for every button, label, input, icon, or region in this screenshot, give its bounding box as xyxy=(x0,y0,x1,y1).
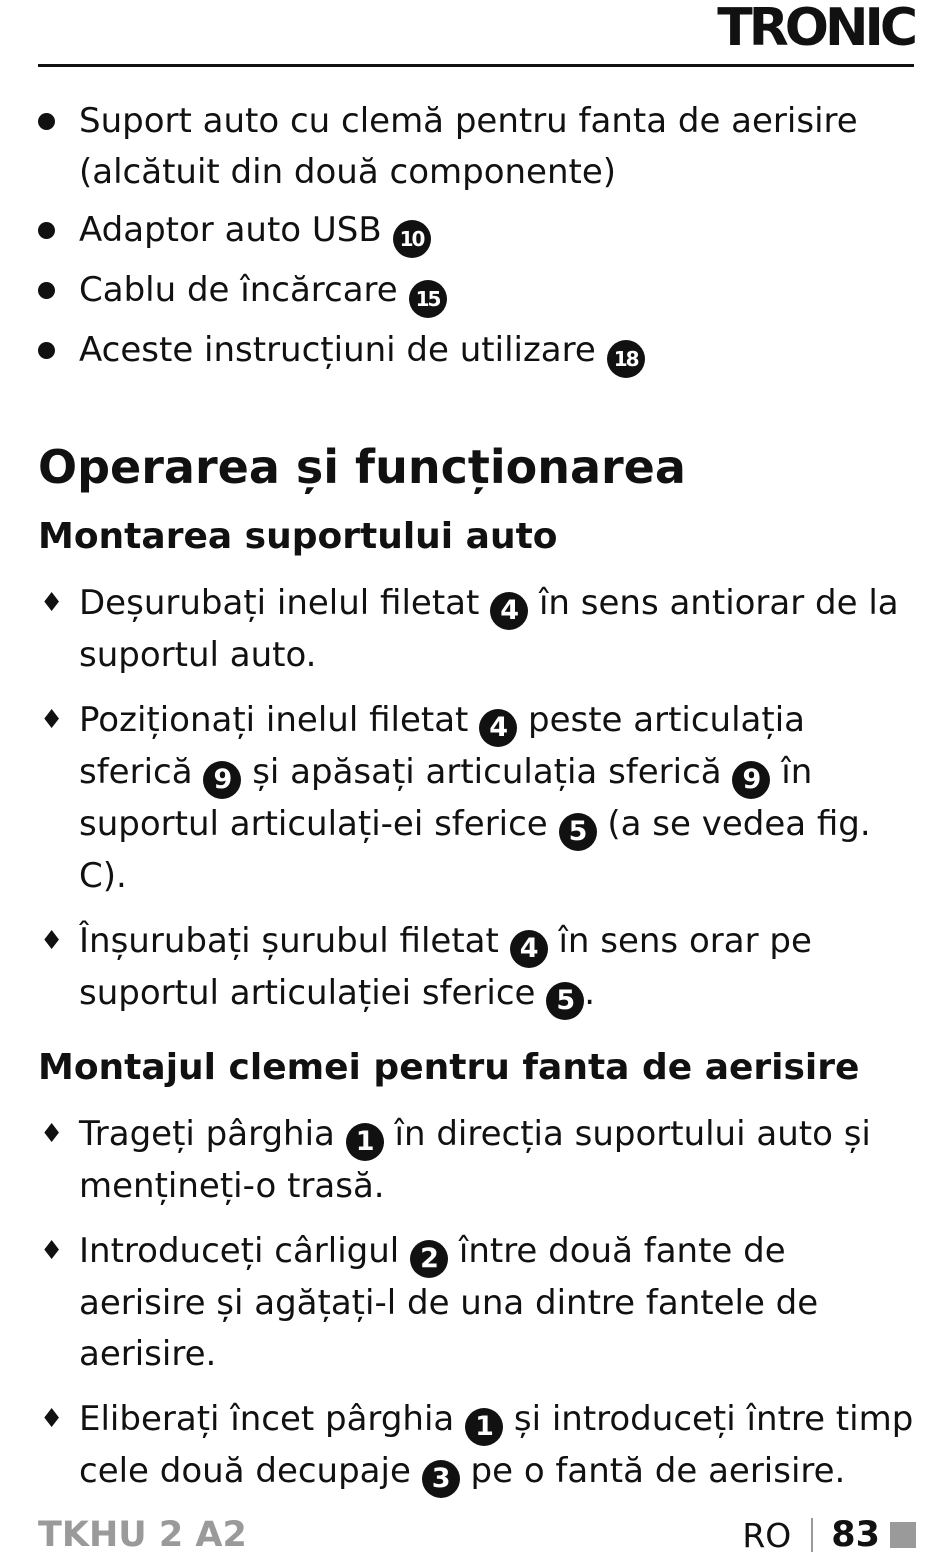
footer-model: TKHU 2 A2 xyxy=(38,1515,247,1555)
step-text: în suportul articulați-ei sferice xyxy=(79,751,813,844)
step-item xyxy=(38,1109,914,1212)
list-item-text: Cablu de încărcare xyxy=(79,270,398,310)
page-number: 83 xyxy=(831,1515,880,1555)
subsection-heading-mount-clip: Montajul clemei pentru fanta de aerisire xyxy=(38,1046,860,1088)
ref-marker: 18 xyxy=(607,340,645,378)
ref-marker: 5 xyxy=(546,982,584,1020)
ref-marker: 3 xyxy=(422,1460,460,1498)
step-text: pe o fantă de aerisire. xyxy=(470,1450,846,1491)
list-item xyxy=(38,96,914,198)
step-text: și introduceți între timp cele două decupaje xyxy=(79,1398,914,1491)
bullet-dot-icon xyxy=(38,282,55,299)
mount-holder-steps xyxy=(38,578,914,1020)
step-text: Înșurubați șurubul filetat xyxy=(79,920,499,961)
step-item xyxy=(38,1394,914,1498)
section-title: Operarea și funcționarea xyxy=(38,440,686,494)
ref-marker: 1 xyxy=(346,1123,384,1161)
step-text: în sens orar pe suportul articulației sferice xyxy=(79,920,812,1013)
ref-marker: 15 xyxy=(409,280,447,318)
step-item xyxy=(38,578,914,681)
list-item-text: Adaptor auto USB xyxy=(79,210,382,250)
diamond-bullet-icon: ♦ xyxy=(40,1118,64,1149)
step-text: între două fante de aerisire și agățați-l de una dintre fantele de aerisire. xyxy=(79,1230,819,1374)
step-item xyxy=(38,1226,914,1380)
header-rule xyxy=(38,64,914,67)
diamond-bullet-icon: ♦ xyxy=(40,1235,64,1266)
ref-marker: 4 xyxy=(510,930,548,968)
ref-marker: 9 xyxy=(203,761,241,799)
step-text: Trageți pârghia xyxy=(79,1113,335,1154)
ref-marker: 4 xyxy=(479,709,517,747)
step-text: Eliberați încet pârghia xyxy=(79,1398,455,1439)
diamond-bullet-icon: ♦ xyxy=(40,587,64,618)
step-text: Poziționați inelul filetat xyxy=(79,699,469,740)
list-item xyxy=(38,325,914,378)
diamond-bullet-icon: ♦ xyxy=(40,1403,64,1434)
step-text: Deșurubați inelul filetat xyxy=(79,582,480,623)
footer-page-info xyxy=(742,1513,916,1557)
ref-marker: 5 xyxy=(559,813,597,851)
ref-marker: 4 xyxy=(490,592,528,630)
bullet-dot-icon xyxy=(38,222,55,239)
step-text: (a se vedea fig. C). xyxy=(79,803,871,896)
list-item xyxy=(38,265,914,318)
list-item-text: Suport auto cu clemă pentru fanta de aerisire (alcătuit din două componente) xyxy=(79,101,858,192)
diamond-bullet-icon: ♦ xyxy=(40,925,64,956)
step-text: peste articulația sferică xyxy=(79,699,805,792)
ref-marker: 2 xyxy=(410,1240,448,1278)
subsection-heading-mount-holder: Montarea suportului auto xyxy=(38,515,558,557)
footer-language: RO xyxy=(742,1515,792,1555)
step-item xyxy=(38,695,914,902)
ref-marker: 10 xyxy=(393,220,431,258)
mount-clip-steps xyxy=(38,1109,914,1498)
step-text: Introduceți cârligul xyxy=(79,1230,400,1271)
step-text: în direcția suportului auto și mențineți-o trasă. xyxy=(79,1113,871,1206)
list-item-text: Aceste instrucțiuni de utilizare xyxy=(79,330,596,370)
ref-marker: 1 xyxy=(465,1408,503,1446)
ref-marker: 9 xyxy=(732,761,770,799)
page-content xyxy=(38,96,914,1512)
package-contents-list xyxy=(38,96,914,378)
list-item xyxy=(38,205,914,258)
brand-logo: TRONIC xyxy=(717,0,914,58)
bullet-dot-icon xyxy=(38,342,55,359)
square-icon xyxy=(890,1522,916,1548)
step-text: . xyxy=(584,972,596,1013)
step-text: în sens antiorar de la suportul auto. xyxy=(79,582,899,675)
step-text: și apăsați articulația sferică xyxy=(252,751,722,792)
step-item xyxy=(38,916,914,1020)
diamond-bullet-icon: ♦ xyxy=(40,704,64,735)
footer-separator xyxy=(811,1518,813,1552)
bullet-dot-icon xyxy=(38,113,55,130)
